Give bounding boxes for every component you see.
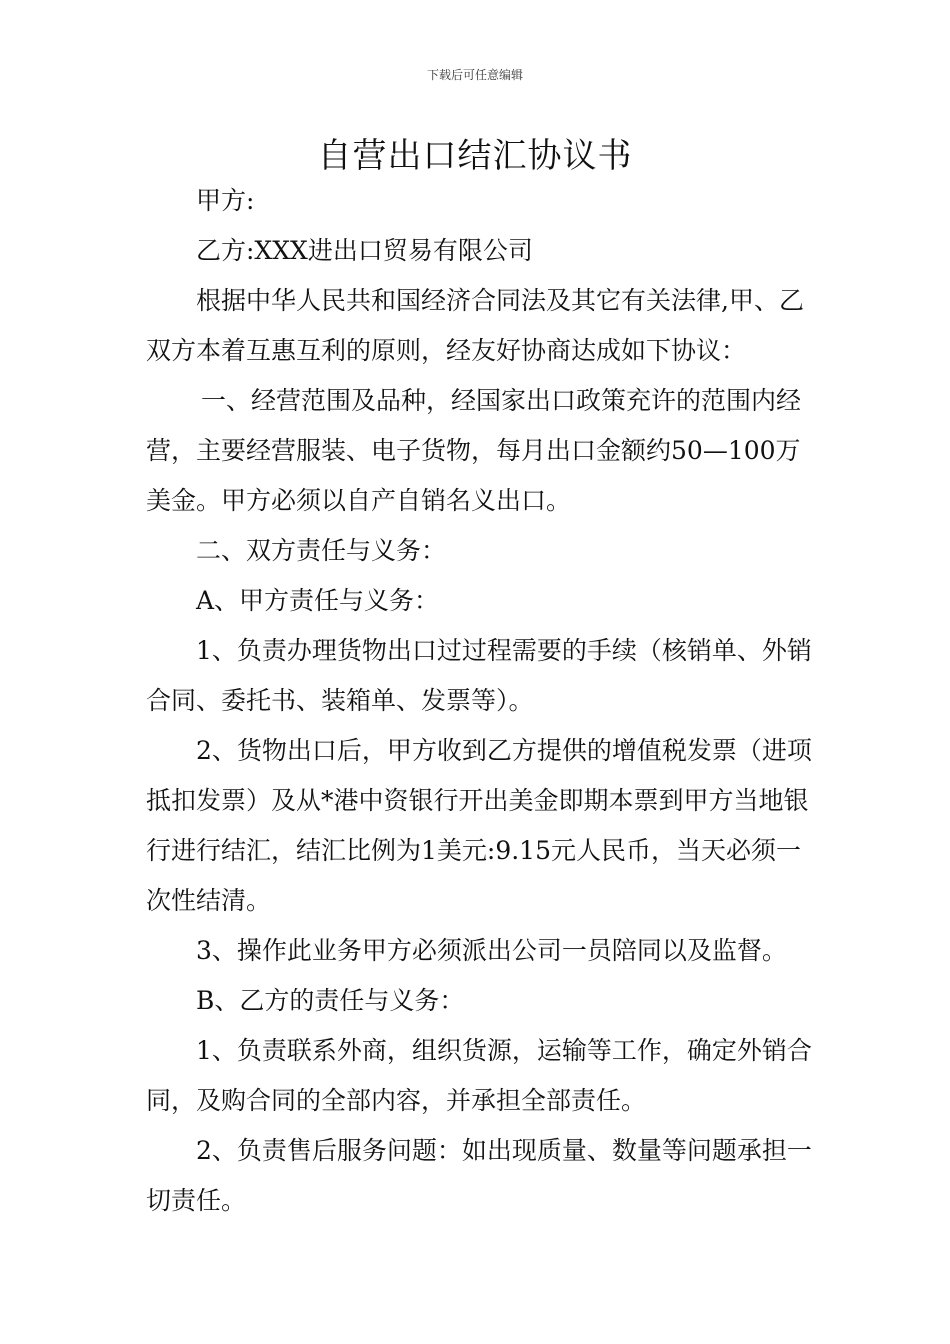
preamble-paragraph: 根据中华人民共和国经济合同法及其它有关法律,甲、乙双方本着互惠互利的原则，经友好协商达成如下协议： bbox=[146, 286, 804, 365]
document-body bbox=[146, 176, 814, 1226]
document-title: 自营出口结汇协议书 bbox=[317, 136, 633, 176]
party-a-item-1: 1、负责办理货物出口过过程需要的手续（核销单、外销合同、委托书、装箱单、发票等）。 bbox=[146, 636, 812, 715]
subheading-party-a: A、甲方责任与义务： bbox=[196, 586, 440, 615]
subheading-party-b: B、乙方的责任与义务： bbox=[196, 986, 465, 1015]
party-b-item-2: 2、负责售后服务问题：如出现质量、数量等问题承担一切责任。 bbox=[146, 1136, 812, 1215]
header-note: 下载后可任意编辑 bbox=[426, 68, 523, 82]
party-a-item-2: 2、货物出口后，甲方收到乙方提供的增值税发票（进项抵扣发票）及从*港中资银行开出美金即期本票到甲方当地银行进行结汇，结汇比例为1美元:9.15元人民币，当天必须一次性结清。 bbox=[146, 736, 812, 915]
clause-scope: 一、经营范围及品种，经国家出口政策充许的范围内经营，主要经营服装、电子货物，每月出口金额约50—100万美金。甲方必须以自产自销名义出口。 bbox=[146, 386, 802, 515]
party-b-line: 乙方:XXX进出口贸易有限公司 bbox=[196, 236, 533, 265]
party-a-item-3: 3、操作此业务甲方必须派出公司一员陪同以及监督。 bbox=[196, 936, 787, 965]
section-heading-responsibilities: 二、双方责任与义务： bbox=[196, 536, 447, 565]
party-b-item-1: 1、负责联系外商，组织货源，运输等工作，确定外销合同，及购合同的全部内容，并承担全部责任。 bbox=[146, 1036, 812, 1115]
party-a-line: 甲方: bbox=[196, 186, 255, 215]
